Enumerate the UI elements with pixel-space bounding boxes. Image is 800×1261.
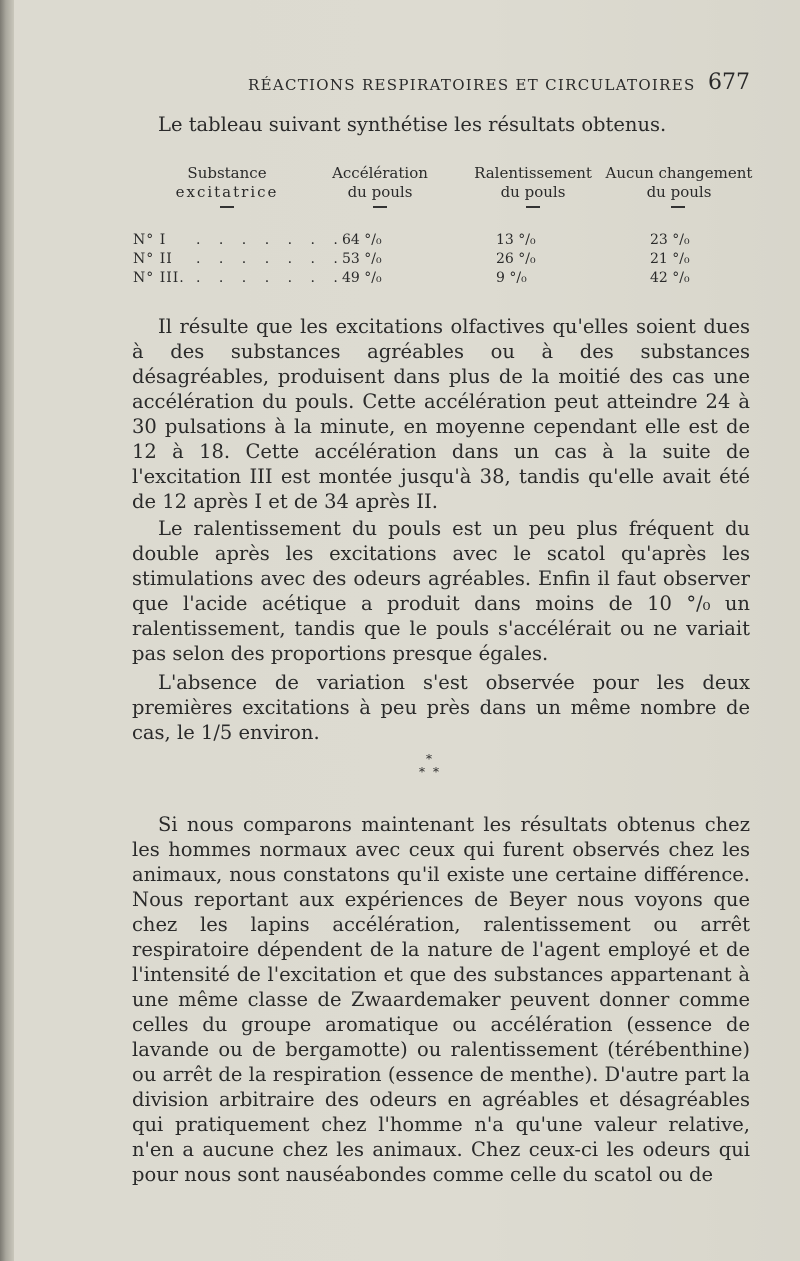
leader-dots: . . . . . . . xyxy=(196,232,345,248)
paragraph xyxy=(132,516,750,666)
asterisk-icon: * xyxy=(426,752,432,766)
section-separator-asterism xyxy=(420,752,450,782)
header-rule xyxy=(526,206,540,208)
column-header-substance xyxy=(162,164,292,202)
paragraph-text: L'absence de variation s'est observée pour les deux premières excitations à peu près dans un même nombre de cas, le 1/5 environ. xyxy=(132,671,750,744)
cell-aucun: 23 °/₀ xyxy=(650,232,690,248)
header-line: du pouls xyxy=(347,183,413,201)
asterisk-icon: * xyxy=(433,765,439,779)
table-intro-sentence: Le tableau suivant synthétise les résultats obtenus. xyxy=(158,113,667,136)
header-rule xyxy=(373,206,387,208)
header-line: du pouls xyxy=(646,183,712,201)
table-row xyxy=(0,270,800,292)
header-line: Accélération xyxy=(332,164,428,182)
header-rule xyxy=(220,206,234,208)
row-label: N° II xyxy=(133,251,173,267)
row-label: N° I xyxy=(133,232,167,248)
cell-ralentissement: 26 °/₀ xyxy=(496,251,536,267)
cell-ralentissement: 9 °/₀ xyxy=(496,270,527,286)
header-line: du pouls xyxy=(500,183,566,201)
cell-aucun: 42 °/₀ xyxy=(650,270,690,286)
leader-dots: . . . . . . . xyxy=(196,251,345,267)
cell-acceleration: 49 °/₀ xyxy=(342,270,382,286)
paragraph xyxy=(132,314,750,514)
paragraph xyxy=(132,670,750,745)
column-header-acceleration xyxy=(320,164,440,202)
paragraph xyxy=(132,812,750,1187)
row-label: N° III. xyxy=(133,270,185,286)
header-rule xyxy=(671,206,685,208)
running-title: RÉACTIONS RESPIRATOIRES ET CIRCULATOIRES xyxy=(248,76,696,94)
paragraph-text: Il résulte que les excitations olfactives qu'elles soient dues à des substances agréables ou à des substances désagréables, produisent dans plus de la moitié des cas une accélération du pouls. Cette accélération peut atteindre 24 à 30 pulsations à la minute, en moyenne cependant elle est de 12 à 18. Cette accélération dans un cas à la suite de l'excitation III est montée jusqu'à 38, tandis qu'elle avait été de 12 après I et de 34 après II. xyxy=(132,315,750,513)
page-number: 677 xyxy=(708,70,750,95)
column-header-aucun-changement xyxy=(594,164,764,202)
cell-acceleration: 64 °/₀ xyxy=(342,232,382,248)
paragraph-text: Si nous comparons maintenant les résultats obtenus chez les hommes normaux avec ceux qui furent observés chez les animaux, nous constatons qu'il existe une certaine différence. Nous reportant aux expériences de Beyer nous voyons que chez les lapins accélération, ralentissement ou arrêt respiratoire dépendent de la nature de l'agent employé et de l'intensité de l'excitation et que des substances appartenant à une même classe de Zwaardemaker peuvent donner comme celles du groupe aromatique ou accélération (essence de lavande ou de bergamotte) ou ralentissement (térébenthine) ou arrêt de la respiration (essence de menthe). D'autre part la division arbitraire des odeurs en agréables et désagréables qui pratiquement chez l'homme n'a qu'une valeur relative, n'en a aucune chez les animaux. Chez ceux-ci les odeurs qui pour nous sont nauséabondes comme celle du scatol ou de xyxy=(132,813,750,1186)
header-line: Ralentissement xyxy=(474,164,592,182)
cell-ralentissement: 13 °/₀ xyxy=(496,232,536,248)
header-line: Substance xyxy=(187,164,267,182)
header-line: excitatrice xyxy=(175,183,279,201)
cell-aucun: 21 °/₀ xyxy=(650,251,690,267)
column-header-ralentissement xyxy=(463,164,603,202)
paragraph-text: Le ralentissement du pouls est un peu plus fréquent du double après les excitations avec le scatol qu'après les stimulations avec des odeurs agréables. Enfin il faut observer que l'acide acétique a produit dans moins de 10 °/₀ un ralentissement, tandis que le pouls s'accélérait ou ne variait pas selon des proportions presque égales. xyxy=(132,517,750,665)
results-table xyxy=(0,0,800,300)
asterisk-icon: * xyxy=(419,765,425,779)
header-line: Aucun changement xyxy=(605,164,753,182)
leader-dots: . . . . . . . xyxy=(196,270,345,286)
cell-acceleration: 53 °/₀ xyxy=(342,251,382,267)
